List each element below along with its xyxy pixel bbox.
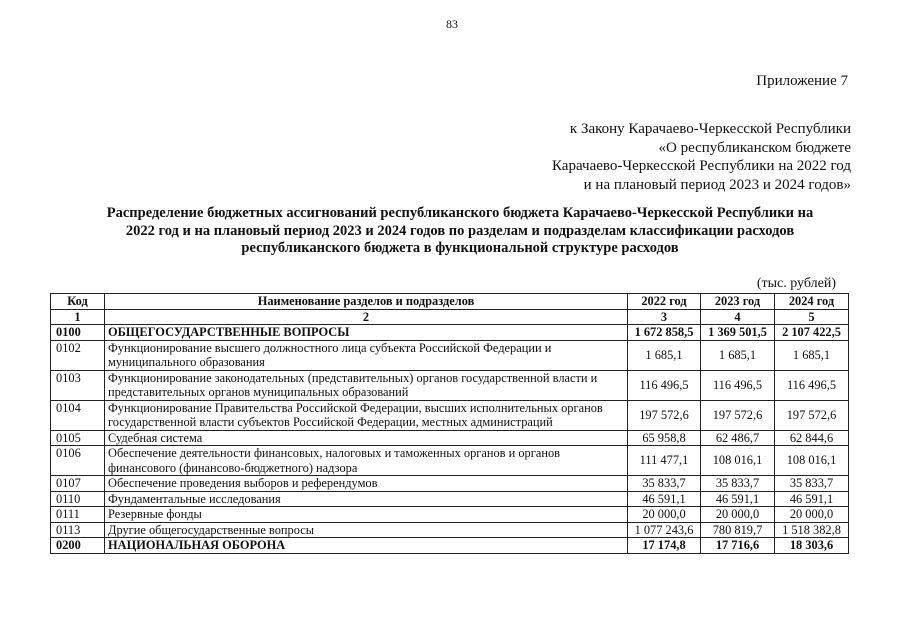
- title-line: Распределение бюджетных ассигнований республиканского бюджета Карачаево-Черкесской Республики на: [106, 205, 814, 221]
- header-2023: 2023 год: [701, 294, 775, 310]
- row-code: 0106: [51, 446, 105, 476]
- law-ref-line: «О республиканском бюджете: [658, 139, 851, 156]
- row-value-2024: 116 496,5: [775, 370, 849, 400]
- table-row-section: [51, 325, 849, 341]
- header-2022: 2022 год: [628, 294, 701, 310]
- column-index: 1: [51, 309, 105, 325]
- table-row: [51, 340, 849, 370]
- row-value-2022: 1 077 243,6: [628, 522, 701, 538]
- row-code: 0104: [51, 400, 105, 430]
- row-value-2024: 1 685,1: [775, 340, 849, 370]
- table-row: [51, 446, 849, 476]
- row-value-2022: 65 958,8: [628, 430, 701, 446]
- row-value-2022: 1 672 858,5: [628, 325, 701, 341]
- row-value-2023: 17 716,6: [701, 538, 775, 554]
- row-value-2024: 18 303,6: [775, 538, 849, 554]
- row-value-2024: 197 572,6: [775, 400, 849, 430]
- row-value-2024: 108 016,1: [775, 446, 849, 476]
- row-code: 0105: [51, 430, 105, 446]
- row-code: 0102: [51, 340, 105, 370]
- row-name: Резервные фонды: [105, 507, 628, 523]
- table-header-row: [51, 294, 849, 310]
- row-value-2023: 780 819,7: [701, 522, 775, 538]
- row-name: Функционирование законодательных (представительных) органов государственной власти и представительных органов муниципальных образований: [105, 370, 628, 400]
- row-code: 0110: [51, 491, 105, 507]
- row-value-2022: 35 833,7: [628, 476, 701, 492]
- row-name: Судебная система: [105, 430, 628, 446]
- row-code: 0200: [51, 538, 105, 554]
- row-code: 0111: [51, 507, 105, 523]
- table-row: [51, 491, 849, 507]
- row-value-2023: 1 685,1: [701, 340, 775, 370]
- row-name: Функционирование высшего должностного лица субъекта Российской Федерации и муниципального образования: [105, 340, 628, 370]
- law-ref-line: и на плановый период 2023 и 2024 годов»: [583, 176, 851, 193]
- column-index: 2: [105, 309, 628, 325]
- header-2024: 2024 год: [775, 294, 849, 310]
- row-name: ОБЩЕГОСУДАРСТВЕННЫЕ ВОПРОСЫ: [105, 325, 628, 341]
- row-code: 0113: [51, 522, 105, 538]
- row-name: НАЦИОНАЛЬНАЯ ОБОРОНА: [105, 538, 628, 554]
- law-ref-line: к Закону Карачаево-Черкесской Республики: [569, 121, 851, 137]
- column-index: 3: [628, 309, 701, 325]
- row-value-2023: 20 000,0: [701, 507, 775, 523]
- law-reference: [552, 120, 851, 194]
- row-value-2022: 111 477,1: [628, 446, 701, 476]
- row-value-2024: 20 000,0: [775, 507, 849, 523]
- header-code: Код: [51, 294, 105, 310]
- row-value-2023: 46 591,1: [701, 491, 775, 507]
- title-line: республиканского бюджета в функциональной структуре расходов: [241, 240, 679, 256]
- row-value-2024: 62 844,6: [775, 430, 849, 446]
- table-row: [51, 476, 849, 492]
- row-name: Другие общегосударственные вопросы: [105, 522, 628, 538]
- table-row: [51, 370, 849, 400]
- row-value-2023: 1 369 501,5: [701, 325, 775, 341]
- row-value-2022: 1 685,1: [628, 340, 701, 370]
- row-value-2023: 197 572,6: [701, 400, 775, 430]
- row-value-2022: 20 000,0: [628, 507, 701, 523]
- document-title: [60, 205, 860, 258]
- row-code: 0100: [51, 325, 105, 341]
- row-code: 0107: [51, 476, 105, 492]
- row-code: 0103: [51, 370, 105, 400]
- column-index: 4: [701, 309, 775, 325]
- row-value-2022: 46 591,1: [628, 491, 701, 507]
- table-row: [51, 507, 849, 523]
- law-ref-line: Карачаево-Черкесской Республики на 2022 год: [552, 158, 851, 174]
- row-value-2024: 1 518 382,8: [775, 522, 849, 538]
- column-index-row: [51, 309, 849, 325]
- header-name: Наименование разделов и подразделов: [105, 294, 628, 310]
- row-value-2022: 17 174,8: [628, 538, 701, 554]
- row-value-2023: 35 833,7: [701, 476, 775, 492]
- column-index: 5: [775, 309, 849, 325]
- budget-table: [50, 293, 849, 554]
- table-row-section: [51, 538, 849, 554]
- row-name: Обеспечение проведения выборов и референдумов: [105, 476, 628, 492]
- row-name: Обеспечение деятельности финансовых, налоговых и таможенных органов и органов финансового (финансово-бюджетного) надзора: [105, 446, 628, 476]
- row-value-2022: 197 572,6: [628, 400, 701, 430]
- row-value-2023: 108 016,1: [701, 446, 775, 476]
- appendix-label: Приложение 7: [756, 73, 848, 89]
- row-value-2022: 116 496,5: [628, 370, 701, 400]
- page-number: 83: [446, 17, 458, 31]
- table-row: [51, 522, 849, 538]
- units-label: (тыс. рублей): [756, 276, 836, 291]
- row-name: Функционирование Правительства Российской Федерации, высших исполнительных органов государственной власти субъектов Российской Федерации, местных администраций: [105, 400, 628, 430]
- table-row: [51, 430, 849, 446]
- row-value-2023: 116 496,5: [701, 370, 775, 400]
- row-value-2024: 46 591,1: [775, 491, 849, 507]
- row-name: Фундаментальные исследования: [105, 491, 628, 507]
- table-row: [51, 400, 849, 430]
- title-line: 2022 год и на плановый период 2023 и 2024 годов по разделам и подразделам классификации расходов: [125, 222, 795, 239]
- row-value-2023: 62 486,7: [701, 430, 775, 446]
- row-value-2024: 35 833,7: [775, 476, 849, 492]
- row-value-2024: 2 107 422,5: [775, 325, 849, 341]
